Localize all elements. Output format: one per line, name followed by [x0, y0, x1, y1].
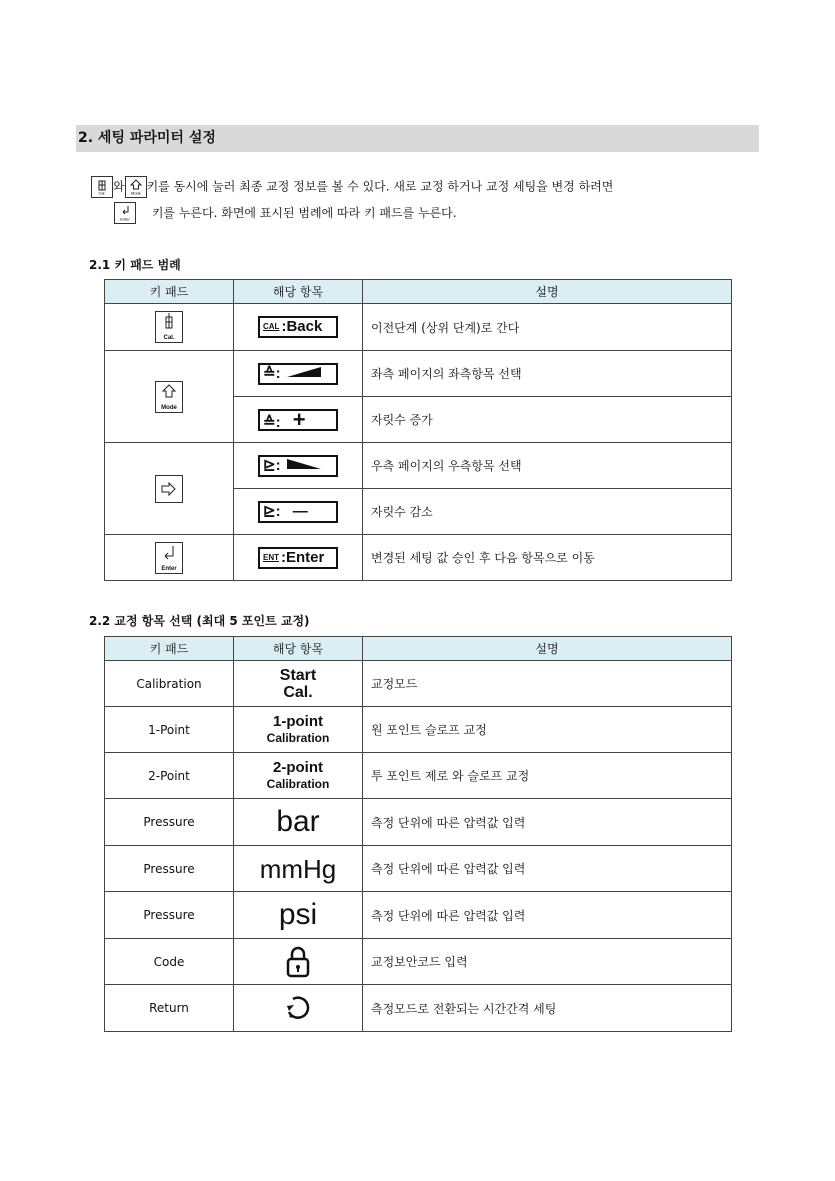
- left-wedge-icon: [285, 366, 325, 378]
- table-row: [105, 799, 732, 846]
- header-keypad: 키 패드: [105, 637, 234, 661]
- row-description: 이전단계 (상위 단계)로 간다: [363, 304, 732, 351]
- table-row: Calibration Start Cal. 교정모드: [105, 661, 732, 707]
- table-row: [105, 939, 732, 985]
- row-description: 투 포인트 제로 와 슬로프 교정: [363, 753, 732, 799]
- table1-title: 2.1 키 패드 범례: [89, 258, 181, 272]
- table-row: [105, 304, 732, 351]
- calibration-items-table: [104, 636, 732, 1032]
- cal-back-display: $^{CAL}$ :Back: [258, 316, 338, 338]
- enter-key-icon: [155, 542, 183, 574]
- svg-text:Cal.: Cal.: [98, 190, 106, 195]
- row-description: 측정 단위에 따른 압력값 입력: [363, 846, 732, 892]
- table-row: [105, 443, 732, 489]
- unit-psi: psi: [278, 898, 318, 931]
- row-key: Code: [105, 939, 234, 985]
- increase-display: ≙: +: [258, 409, 338, 431]
- header-description: 설명: [363, 637, 732, 661]
- left-select-display: ≙:: [258, 363, 338, 385]
- mode-key-icon: [155, 381, 183, 413]
- unit-bar: bar: [276, 805, 320, 838]
- return-icon: [284, 994, 312, 1022]
- keypad-legend-table: [104, 279, 732, 581]
- row-description: 교정보안코드 입력: [363, 939, 732, 985]
- intro-line1-text: 키를 동시에 눌러 최종 교정 정보를 볼 수 있다. 새로 교정 하거나 교정 세팅을 변경 하려면: [146, 179, 614, 194]
- row-description: 우측 페이지의 우측항목 선택: [363, 443, 732, 489]
- cal-key-icon: [91, 176, 113, 198]
- svg-text:Enter: Enter: [120, 216, 130, 221]
- table-row: 1-Point 1-point Calibration 원 포인트 슬로프 교정: [105, 707, 732, 753]
- decrease-display: ⊵: —: [258, 501, 338, 523]
- row-description: 자릿수 증가: [363, 397, 732, 443]
- row-description: 교정모드: [363, 661, 732, 707]
- header-description: 설명: [363, 280, 732, 304]
- row-key: Pressure: [105, 846, 234, 892]
- row-description: 좌측 페이지의 좌측항목 선택: [363, 351, 732, 397]
- unit-mmhg: mmHg: [259, 853, 337, 884]
- row-description: 측정모드로 전환되는 시간간격 세팅: [363, 985, 732, 1032]
- right-arrow-key-icon: [155, 475, 183, 503]
- enter-key-label: Enter: [161, 565, 177, 572]
- row-description: 자릿수 감소: [363, 489, 732, 535]
- header-keypad: 키 패드: [105, 280, 234, 304]
- right-wedge-icon: [285, 458, 325, 470]
- row-key: Pressure: [105, 892, 234, 939]
- table-row: [105, 351, 732, 397]
- table-header-row: [105, 280, 732, 304]
- header-item: 해당 항목: [234, 637, 363, 661]
- lock-icon: [285, 945, 311, 979]
- table-row: 2-Point 2-point Calibration 투 포인트 제로 와 슬로프 교정: [105, 753, 732, 799]
- row-key: Calibration: [105, 661, 234, 707]
- table-row: [105, 846, 732, 892]
- row-key: Return: [105, 985, 234, 1032]
- section-title: 2. 세팅 파라미터 설정: [76, 125, 759, 152]
- table-row: [105, 535, 732, 581]
- row-description: 측정 단위에 따른 압력값 입력: [363, 799, 732, 846]
- mode-key-icon: [125, 176, 147, 198]
- mode-key-label: Mode: [161, 404, 177, 411]
- right-select-display: ⊵:: [258, 455, 338, 477]
- table2-title: 2.2 교정 항목 선택 (최대 5 포인트 교정): [89, 614, 310, 628]
- intro-line2-text: 키를 누른다. 화면에 표시된 범례에 따라 키 패드를 누른다.: [151, 205, 457, 220]
- intro-and: 와: [113, 179, 125, 194]
- row-key: 2-Point: [105, 753, 234, 799]
- header-item: 해당 항목: [234, 280, 363, 304]
- row-description: 측정 단위에 따른 압력값 입력: [363, 892, 732, 939]
- svg-text:Mode: Mode: [130, 190, 141, 195]
- enter-display: $^{ENT}$ :Enter: [258, 547, 338, 569]
- cal-key-label: Cal.: [163, 335, 175, 341]
- table-header-row: [105, 637, 732, 661]
- table-row: [105, 892, 732, 939]
- row-description: 변경된 세팅 값 승인 후 다음 항목으로 이동: [363, 535, 732, 581]
- row-key: 1-Point: [105, 707, 234, 753]
- intro-line-2: [114, 202, 457, 224]
- enter-key-icon: [114, 202, 136, 224]
- intro-line-1: [91, 176, 613, 198]
- table-row: [105, 985, 732, 1032]
- cal-key-icon: [155, 311, 183, 343]
- row-key: Pressure: [105, 799, 234, 846]
- row-description: 원 포인트 슬로프 교정: [363, 707, 732, 753]
